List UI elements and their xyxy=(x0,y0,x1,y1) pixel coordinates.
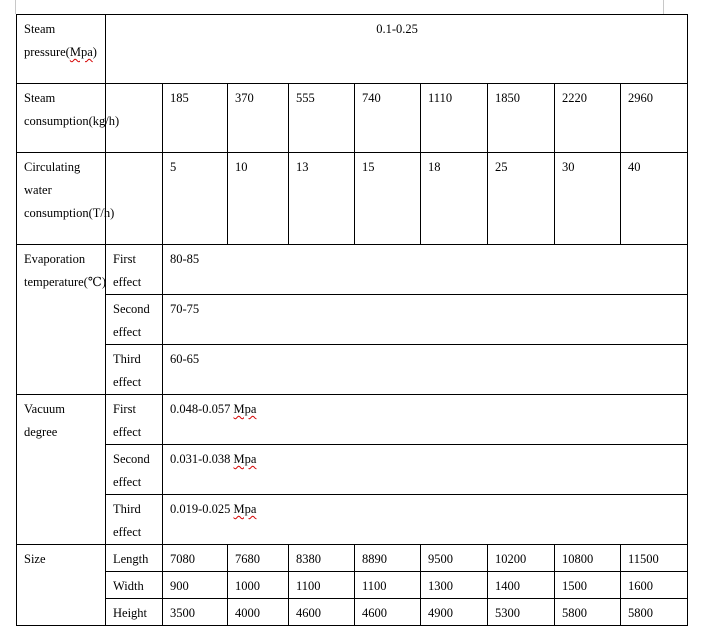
table-row-size-width xyxy=(17,572,688,599)
size-cell: 1400 xyxy=(488,572,555,599)
table-row-vacuum-third xyxy=(17,495,688,545)
water-consumption-cell: 25 xyxy=(488,153,555,245)
steam-consumption-cell: 370 xyxy=(228,84,289,153)
table-row-evaporation-third xyxy=(17,345,688,395)
size-cell: 7680 xyxy=(228,545,289,572)
water-consumption-cell: 10 xyxy=(228,153,289,245)
size-cell: 4600 xyxy=(355,599,421,626)
water-consumption-cell: 13 xyxy=(289,153,355,245)
steam-consumption-cell: 2960 xyxy=(621,84,688,153)
table-row-evaporation-second xyxy=(17,295,688,345)
effect-label: First effect xyxy=(106,245,163,295)
vacuum-value: 0.019-0.025 Mpa xyxy=(163,495,688,545)
size-cell: 9500 xyxy=(421,545,488,572)
size-cell: 900 xyxy=(163,572,228,599)
effect-label: First effect xyxy=(106,395,163,445)
steam-consumption-cell: 2220 xyxy=(555,84,621,153)
dimension-label: Height xyxy=(106,599,163,626)
water-consumption-label: Circulating water consumption(T/h) xyxy=(17,153,106,245)
water-consumption-cell: 30 xyxy=(555,153,621,245)
size-cell: 1300 xyxy=(421,572,488,599)
size-cell: 3500 xyxy=(163,599,228,626)
evaporation-label: Evaporation temperature(℃) xyxy=(17,245,106,395)
size-cell: 1500 xyxy=(555,572,621,599)
water-consumption-cell: 18 xyxy=(421,153,488,245)
water-consumption-cell: 40 xyxy=(621,153,688,245)
size-cell: 4900 xyxy=(421,599,488,626)
steam-consumption-cell: 555 xyxy=(289,84,355,153)
vacuum-label: Vacuum degree xyxy=(17,395,106,545)
size-cell: 8890 xyxy=(355,545,421,572)
size-cell: 4600 xyxy=(289,599,355,626)
size-cell: 10200 xyxy=(488,545,555,572)
size-cell: 10800 xyxy=(555,545,621,572)
water-consumption-cell: 5 xyxy=(163,153,228,245)
effect-label: Second effect xyxy=(106,445,163,495)
specification-table xyxy=(16,14,688,626)
vacuum-value: 0.048-0.057 Mpa xyxy=(163,395,688,445)
table-row-steam-pressure xyxy=(17,15,688,84)
size-cell: 5300 xyxy=(488,599,555,626)
table-row-evaporation-first xyxy=(17,245,688,295)
dimension-label: Width xyxy=(106,572,163,599)
page-corner-mark-left xyxy=(15,0,16,14)
effect-label: Second effect xyxy=(106,295,163,345)
steam-consumption-cell: 1110 xyxy=(421,84,488,153)
steam-pressure-value: 0.1-0.25 xyxy=(106,15,688,84)
vacuum-value: 0.031-0.038 Mpa xyxy=(163,445,688,495)
size-cell: 5800 xyxy=(621,599,688,626)
effect-label: Third effect xyxy=(106,345,163,395)
evaporation-value: 80-85 xyxy=(163,245,688,295)
steam-consumption-cell: 740 xyxy=(355,84,421,153)
empty-cell xyxy=(106,153,163,245)
table-row-vacuum-second xyxy=(17,445,688,495)
dimension-label: Length xyxy=(106,545,163,572)
table-row-size-height xyxy=(17,599,688,626)
evaporation-value: 70-75 xyxy=(163,295,688,345)
size-cell: 8380 xyxy=(289,545,355,572)
size-cell: 7080 xyxy=(163,545,228,572)
table-row-water-consumption xyxy=(17,153,688,245)
steam-consumption-cell: 185 xyxy=(163,84,228,153)
size-label: Size xyxy=(17,545,106,626)
steam-consumption-label: Steam consumption(kg/h) xyxy=(17,84,106,153)
size-cell: 4000 xyxy=(228,599,289,626)
evaporation-value: 60-65 xyxy=(163,345,688,395)
table-row-size-length xyxy=(17,545,688,572)
size-cell: 1100 xyxy=(355,572,421,599)
effect-label: Third effect xyxy=(106,495,163,545)
steam-consumption-cell: 1850 xyxy=(488,84,555,153)
size-cell: 5800 xyxy=(555,599,621,626)
table-row-vacuum-first xyxy=(17,395,688,445)
water-consumption-cell: 15 xyxy=(355,153,421,245)
size-cell: 11500 xyxy=(621,545,688,572)
size-cell: 1000 xyxy=(228,572,289,599)
page-corner-mark-right xyxy=(663,0,664,14)
size-cell: 1100 xyxy=(289,572,355,599)
steam-pressure-label: Steam pressure(Mpa) xyxy=(17,15,106,84)
table-row-steam-consumption xyxy=(17,84,688,153)
size-cell: 1600 xyxy=(621,572,688,599)
